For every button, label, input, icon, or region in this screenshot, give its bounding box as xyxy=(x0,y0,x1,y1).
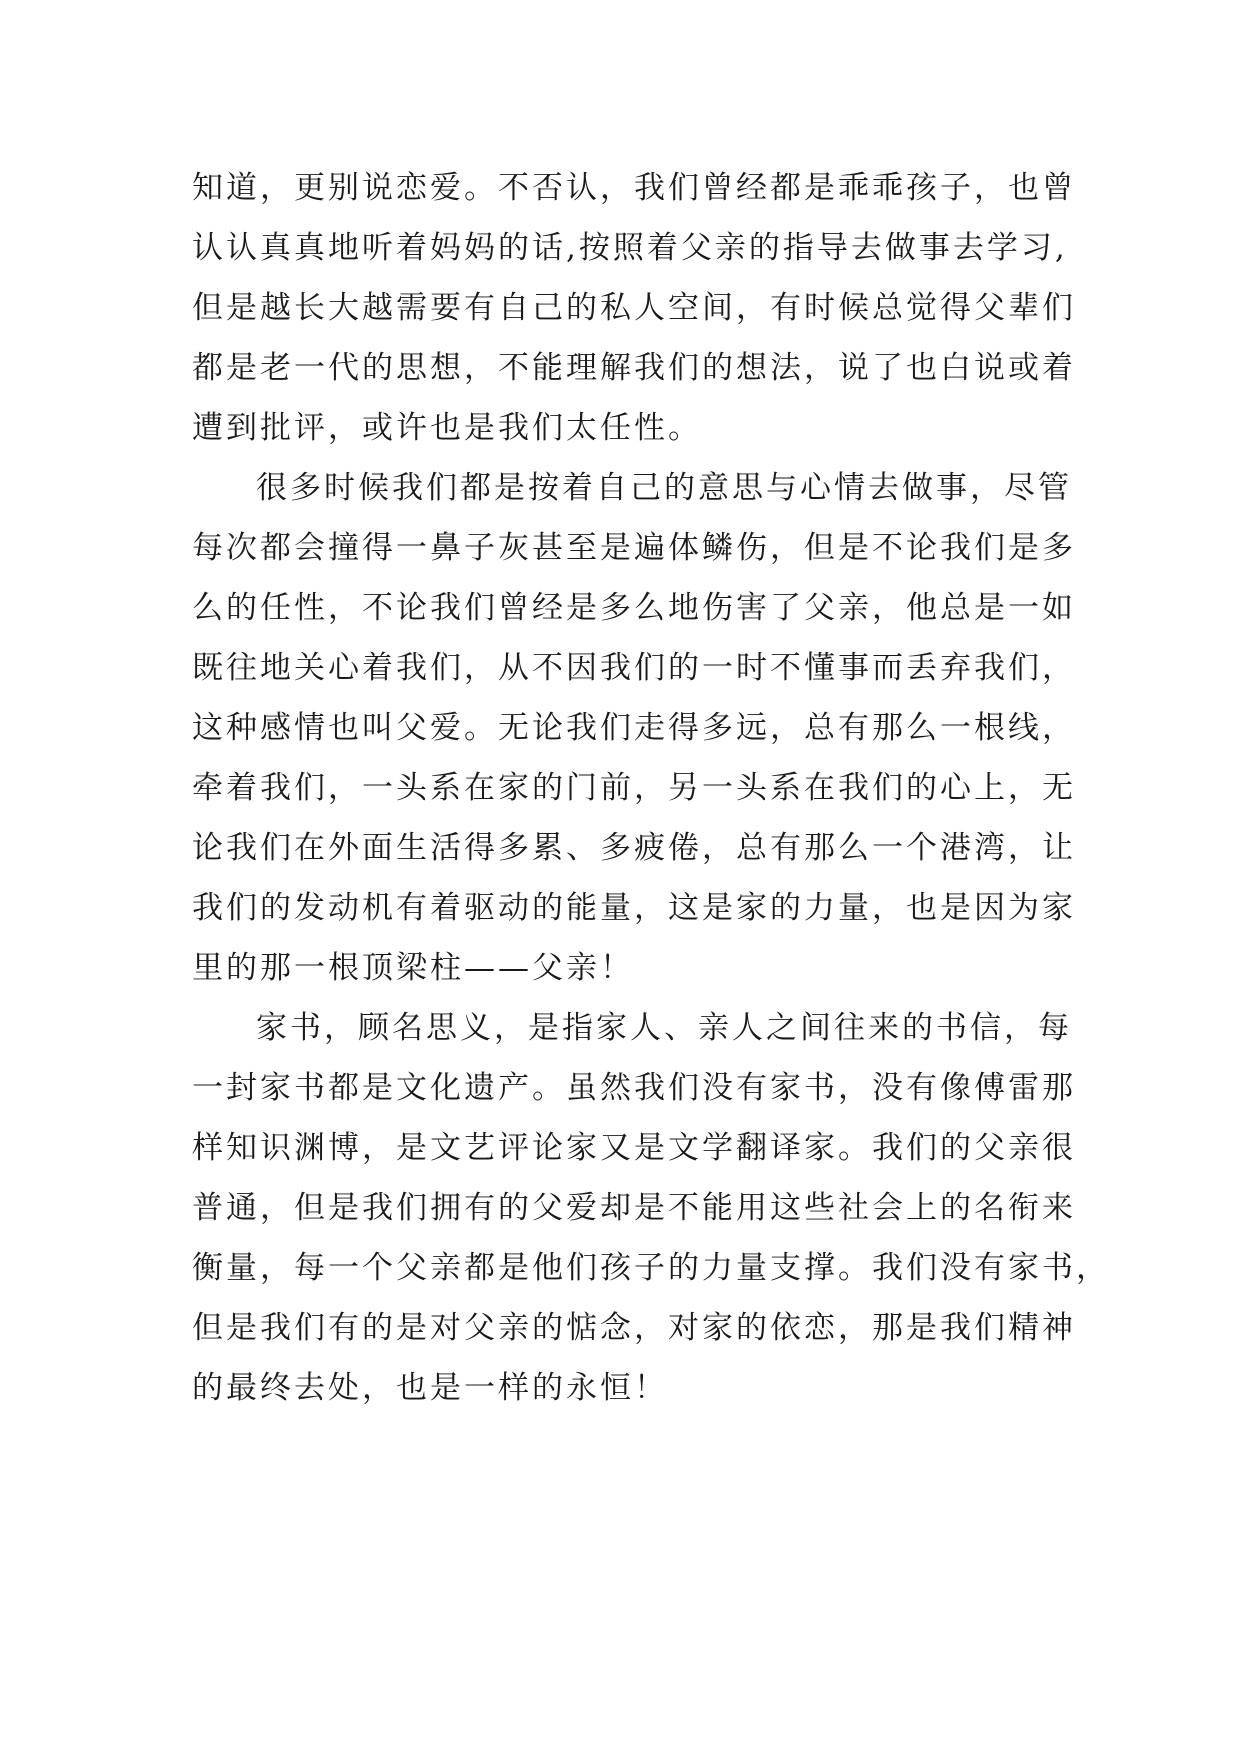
text-line: 里的那一根顶梁柱——父亲！ xyxy=(192,950,634,986)
text-line: 论我们在外面生活得多累、多疲倦，总有那么一个港湾，让 xyxy=(192,830,1076,866)
text-line: 都是老一代的思想，不能理解我们的想法，说了也白说或着 xyxy=(192,350,1076,386)
text-line: 但是越长大越需要有自己的私人空间，有时候总觉得父辈们 xyxy=(192,290,1076,326)
body-text xyxy=(192,158,1110,1418)
text-line: 知道，更别说恋爱。不否认，我们曾经都是乖乖孩子，也曾 xyxy=(192,170,1076,206)
text-line: 但是我们有的是对父亲的惦念，对家的依恋，那是我们精神 xyxy=(192,1310,1076,1346)
text-line: 每次都会撞得一鼻子灰甚至是遍体鳞伤，但是不论我们是多 xyxy=(192,530,1076,566)
text-line: 我们的发动机有着驱动的能量，这是家的力量，也是因为家 xyxy=(192,890,1076,926)
text-line: 遭到批评，或许也是我们太任性。 xyxy=(192,410,702,446)
text-line: 很多时候我们都是按着自己的意思与心情去做事，尽管 xyxy=(256,470,1072,506)
text-line: 普通，但是我们拥有的父爱却是不能用这些社会上的名衔来 xyxy=(192,1190,1076,1226)
text-line: 么的任性，不论我们曾经是多么地伤害了父亲，他总是一如 xyxy=(192,590,1076,626)
text-line: 认认真真地听着妈妈的话,按照着父亲的指导去做事去学习, xyxy=(192,230,1068,266)
text-line: 这种感情也叫父爱。无论我们走得多远，总有那么一根线， xyxy=(192,710,1076,746)
text-line: 衡量，每一个父亲都是他们孩子的力量支撑。我们没有家书， xyxy=(192,1250,1110,1286)
text-line: 家书，顾名思义，是指家人、亲人之间往来的书信，每 xyxy=(256,1010,1072,1046)
text-line: 样知识渊博，是文艺评论家又是文学翻译家。我们的父亲很 xyxy=(192,1130,1076,1166)
text-line: 的最终去处，也是一样的永恒！ xyxy=(192,1370,668,1406)
text-line: 牵着我们，一头系在家的门前，另一头系在我们的心上，无 xyxy=(192,770,1076,806)
text-line: 一封家书都是文化遗产。虽然我们没有家书，没有像傅雷那 xyxy=(192,1070,1076,1106)
text-line: 既往地关心着我们，从不因我们的一时不懂事而丢弃我们， xyxy=(192,650,1076,686)
